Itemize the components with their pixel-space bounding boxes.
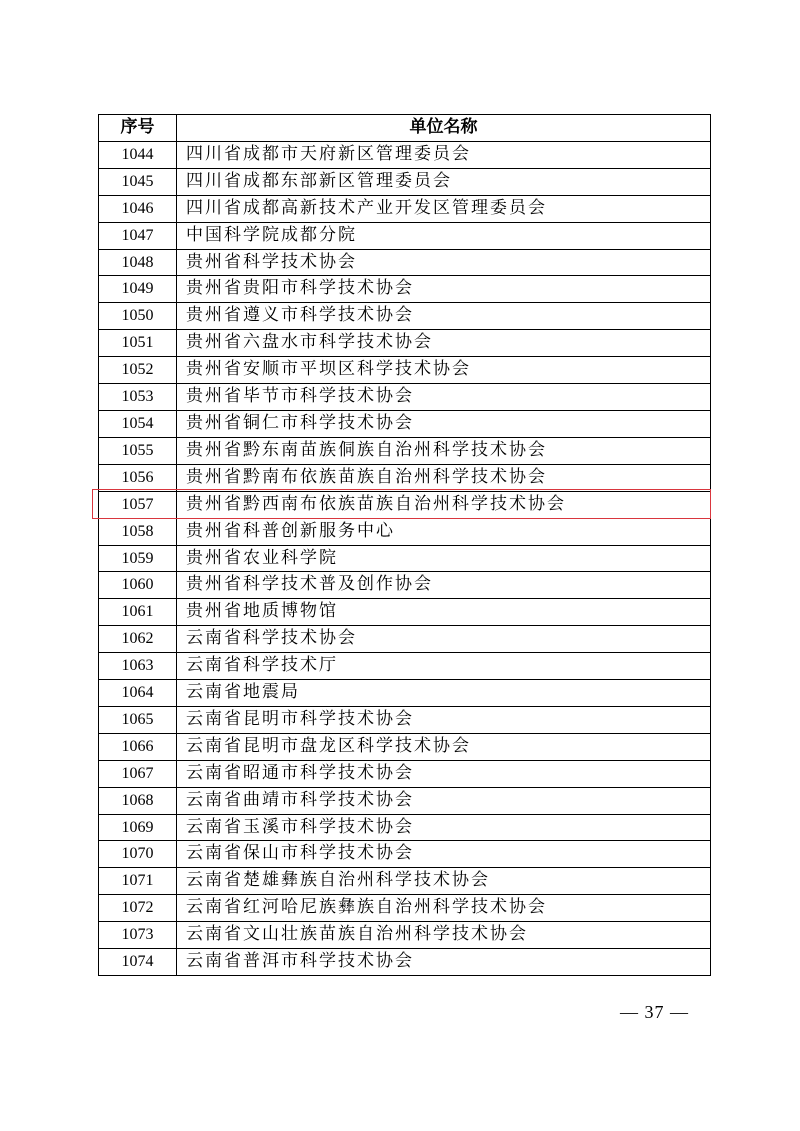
serial-number-cell: 1048 bbox=[99, 249, 177, 276]
table-row bbox=[99, 491, 711, 518]
unit-name-cell: 云南省昆明市盘龙区科学技术协会 bbox=[177, 733, 711, 760]
unit-name-cell: 贵州省地质博物馆 bbox=[177, 599, 711, 626]
unit-name-cell: 贵州省科普创新服务中心 bbox=[177, 518, 711, 545]
unit-name-cell: 云南省保山市科学技术协会 bbox=[177, 841, 711, 868]
serial-number-cell: 1055 bbox=[99, 437, 177, 464]
table-row bbox=[99, 303, 711, 330]
table-row bbox=[99, 410, 711, 437]
table-row bbox=[99, 760, 711, 787]
table-row bbox=[99, 141, 711, 168]
table-body bbox=[99, 141, 711, 975]
table-row bbox=[99, 195, 711, 222]
serial-number-cell: 1066 bbox=[99, 733, 177, 760]
serial-number-cell: 1059 bbox=[99, 545, 177, 572]
unit-name-cell: 云南省曲靖市科学技术协会 bbox=[177, 787, 711, 814]
serial-number-cell: 1057 bbox=[99, 491, 177, 518]
table-row bbox=[99, 599, 711, 626]
unit-name-cell: 贵州省铜仁市科学技术协会 bbox=[177, 410, 711, 437]
serial-number-cell: 1044 bbox=[99, 141, 177, 168]
unit-name-cell: 贵州省农业科学院 bbox=[177, 545, 711, 572]
serial-number-cell: 1046 bbox=[99, 195, 177, 222]
table-row bbox=[99, 330, 711, 357]
unit-name-cell: 四川省成都东部新区管理委员会 bbox=[177, 168, 711, 195]
serial-number-cell: 1073 bbox=[99, 922, 177, 949]
table-row bbox=[99, 222, 711, 249]
table-row bbox=[99, 868, 711, 895]
unit-name-cell: 云南省红河哈尼族彝族自治州科学技术协会 bbox=[177, 895, 711, 922]
unit-name-cell: 云南省昆明市科学技术协会 bbox=[177, 706, 711, 733]
unit-name-cell: 云南省昭通市科学技术协会 bbox=[177, 760, 711, 787]
table-row bbox=[99, 841, 711, 868]
serial-number-cell: 1060 bbox=[99, 572, 177, 599]
table-row bbox=[99, 895, 711, 922]
table-header-row bbox=[99, 115, 711, 142]
serial-number-cell: 1061 bbox=[99, 599, 177, 626]
serial-number-cell: 1049 bbox=[99, 276, 177, 303]
table-row bbox=[99, 168, 711, 195]
serial-number-cell: 1053 bbox=[99, 384, 177, 411]
unit-name-cell: 中国科学院成都分院 bbox=[177, 222, 711, 249]
serial-number-cell: 1065 bbox=[99, 706, 177, 733]
unit-name-cell: 云南省玉溪市科学技术协会 bbox=[177, 814, 711, 841]
serial-number-cell: 1074 bbox=[99, 949, 177, 976]
serial-number-cell: 1062 bbox=[99, 626, 177, 653]
serial-number-cell: 1071 bbox=[99, 868, 177, 895]
table-row bbox=[99, 706, 711, 733]
organization-table bbox=[98, 114, 711, 976]
table-row bbox=[99, 680, 711, 707]
unit-name-cell: 贵州省遵义市科学技术协会 bbox=[177, 303, 711, 330]
serial-number-cell: 1064 bbox=[99, 680, 177, 707]
unit-name-cell: 四川省成都高新技术产业开发区管理委员会 bbox=[177, 195, 711, 222]
serial-number-cell: 1051 bbox=[99, 330, 177, 357]
table-row bbox=[99, 384, 711, 411]
table-row bbox=[99, 545, 711, 572]
serial-number-cell: 1063 bbox=[99, 653, 177, 680]
unit-name-cell: 贵州省六盘水市科学技术协会 bbox=[177, 330, 711, 357]
serial-number-cell: 1058 bbox=[99, 518, 177, 545]
column-header-unit-name: 单位名称 bbox=[177, 115, 711, 142]
table-row bbox=[99, 249, 711, 276]
serial-number-cell: 1069 bbox=[99, 814, 177, 841]
unit-name-cell: 贵州省科学技术协会 bbox=[177, 249, 711, 276]
unit-name-cell: 贵州省安顺市平坝区科学技术协会 bbox=[177, 357, 711, 384]
serial-number-cell: 1054 bbox=[99, 410, 177, 437]
table-row bbox=[99, 626, 711, 653]
serial-number-cell: 1052 bbox=[99, 357, 177, 384]
column-header-serial-number: 序号 bbox=[99, 115, 177, 142]
serial-number-cell: 1068 bbox=[99, 787, 177, 814]
table-row bbox=[99, 464, 711, 491]
serial-number-cell: 1056 bbox=[99, 464, 177, 491]
table-row bbox=[99, 518, 711, 545]
unit-name-cell: 贵州省黔东南苗族侗族自治州科学技术协会 bbox=[177, 437, 711, 464]
serial-number-cell: 1070 bbox=[99, 841, 177, 868]
serial-number-cell: 1047 bbox=[99, 222, 177, 249]
table-row bbox=[99, 787, 711, 814]
table-row bbox=[99, 653, 711, 680]
table-row bbox=[99, 733, 711, 760]
unit-name-cell: 云南省楚雄彝族自治州科学技术协会 bbox=[177, 868, 711, 895]
serial-number-cell: 1072 bbox=[99, 895, 177, 922]
unit-name-cell: 贵州省黔南布依族苗族自治州科学技术协会 bbox=[177, 464, 711, 491]
table-row bbox=[99, 814, 711, 841]
table-row bbox=[99, 572, 711, 599]
unit-name-cell: 云南省地震局 bbox=[177, 680, 711, 707]
serial-number-cell: 1050 bbox=[99, 303, 177, 330]
unit-name-cell: 四川省成都市天府新区管理委员会 bbox=[177, 141, 711, 168]
unit-name-cell: 贵州省黔西南布依族苗族自治州科学技术协会 bbox=[177, 491, 711, 518]
unit-name-cell: 云南省普洱市科学技术协会 bbox=[177, 949, 711, 976]
table-row bbox=[99, 357, 711, 384]
unit-name-cell: 贵州省毕节市科学技术协会 bbox=[177, 384, 711, 411]
unit-name-cell: 云南省科学技术厅 bbox=[177, 653, 711, 680]
serial-number-cell: 1067 bbox=[99, 760, 177, 787]
unit-name-cell: 云南省文山壮族苗族自治州科学技术协会 bbox=[177, 922, 711, 949]
table-row bbox=[99, 437, 711, 464]
unit-name-cell: 贵州省科学技术普及创作协会 bbox=[177, 572, 711, 599]
table-row bbox=[99, 922, 711, 949]
table-row bbox=[99, 276, 711, 303]
unit-name-cell: 云南省科学技术协会 bbox=[177, 626, 711, 653]
table-row bbox=[99, 949, 711, 976]
unit-name-cell: 贵州省贵阳市科学技术协会 bbox=[177, 276, 711, 303]
page-number: — 37 — bbox=[620, 1002, 689, 1022]
serial-number-cell: 1045 bbox=[99, 168, 177, 195]
